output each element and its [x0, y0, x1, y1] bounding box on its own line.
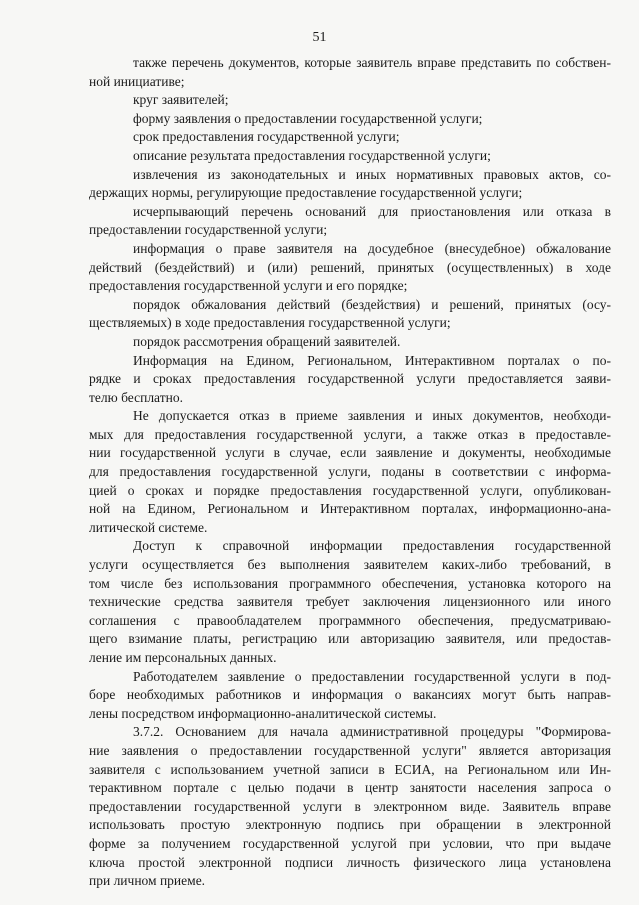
text-line: литической системе.	[89, 519, 208, 535]
text-line: щего взимание платы, регистрацию или авторизацию заявителя, или предостав-	[89, 631, 611, 647]
text-line: исчерпывающий перечень оснований для приостановления или отказа в	[133, 203, 611, 219]
text-line: описание результата предоставления государственной услуги;	[133, 147, 491, 163]
text-line: ключа простой электронной подписи личность физического лица установлена	[89, 854, 611, 870]
text-line: для предоставления государственной услуги, поданы в соответствии с информа-	[89, 464, 611, 480]
text-line: услуги осуществляется без выполнения заявителем каких-либо требований, в	[89, 557, 611, 573]
list-item	[89, 110, 611, 129]
text-line: заявителя с использованием учетной записи в ЕСИА, на Региональном или Ин-	[89, 761, 611, 777]
paragraph	[89, 352, 611, 408]
text-line: том числе без использования программного обеспечения, установка которого на	[89, 575, 611, 591]
text-line: ной на Едином, Региональном и Интерактивном порталах, информационно-ана-	[89, 501, 611, 517]
text-line: ществляемых) в ходе предоставления государственной услуги;	[89, 315, 451, 331]
text-line: предоставлении государственной услуги в электронном виде. Заявитель вправе	[89, 798, 611, 814]
paragraph	[89, 296, 611, 333]
text-line: Не допускается отказ в приеме заявления и иных документов, необходи-	[133, 408, 611, 424]
text-line: технические средства заявителя требует заключения лицензионного или иного	[89, 594, 611, 610]
paragraph	[89, 203, 611, 240]
text-line: соглашения с правообладателем программного обеспечения, предусматриваю-	[89, 612, 611, 628]
text-line: предоставлении государственной услуги;	[89, 222, 328, 238]
text-line: ление им персональных данных.	[89, 650, 277, 665]
text-line: также перечень документов, которые заявитель вправе представить по собствен-	[133, 55, 611, 70]
paragraph	[89, 668, 611, 724]
text-line: ной инициативе;	[89, 73, 185, 89]
page-number: 51	[312, 30, 327, 45]
text-line: Работодателем заявление о предоставлении государственной услуги в под-	[133, 668, 611, 684]
text-line: телю бесплатно.	[89, 389, 183, 405]
text-line: боре необходимых работников и информация о вакансиях могут быть направ-	[89, 687, 611, 703]
text-line: круг заявителей;	[133, 92, 229, 108]
text-line: цией о сроках и порядке предоставления государственной услуги, опубликован-	[89, 482, 611, 498]
text-line: нии государственной услуги в случае, если заявление и документы, необходимые	[89, 445, 611, 461]
text-line: использовать простую электронную подпись при обращении в электронной	[89, 817, 611, 833]
list-item	[89, 91, 611, 110]
text-line: при личном приеме.	[89, 873, 206, 889]
text-line: терактивном портале с целью подачи в центр занятости населения запроса о	[89, 780, 611, 796]
list-item	[89, 147, 611, 166]
text-line: извлечения из законодательных и иных нормативных правовых актов, со-	[133, 166, 611, 182]
text-line: предоставления государственной услуги и его порядке;	[89, 278, 408, 294]
text-line: лены посредством информационно-аналитической системы.	[89, 705, 437, 721]
text-line: порядок обжалования действий (бездействия) и решений, принятых (осу-	[133, 296, 611, 312]
document-body	[89, 54, 611, 891]
paragraph	[89, 407, 611, 537]
text-line: информация о праве заявителя на досудебное (внесудебное) обжалование	[133, 240, 611, 256]
text-line: Доступ к справочной информации предоставления государственной	[133, 538, 611, 554]
text-line: рядке и сроках предоставления государственной услуги предоставляется заяви-	[89, 371, 611, 387]
paragraph	[89, 54, 611, 91]
text-line: ние заявления о предоставлении государственной услуги" является авторизация	[89, 742, 611, 758]
text-line: Информация на Едином, Региональном, Интерактивном порталах о по-	[133, 352, 611, 368]
text-line: 3.7.2. Основанием для начала административной процедуры "Формирова-	[133, 724, 611, 740]
paragraph	[89, 537, 611, 667]
paragraph	[89, 166, 611, 203]
text-line: срок предоставления государственной услуги;	[133, 129, 400, 145]
text-line: порядок рассмотрения обращений заявителей.	[133, 333, 401, 349]
list-item	[89, 128, 611, 147]
text-line: держащих нормы, регулирующие предоставление государственной услуги;	[89, 185, 523, 201]
text-line: мых для предоставления государственной услуги, а также отказ в предоставле-	[89, 426, 611, 442]
paragraph	[89, 240, 611, 296]
text-line: действий (бездействий) и (или) решений, принятых (осуществленных) в ходе	[89, 259, 611, 275]
text-line: форму заявления о предоставлении государственной услуги;	[133, 110, 483, 126]
text-line: форме за получением государственной услугой при условии, что при выдаче	[89, 835, 611, 851]
list-item	[89, 333, 611, 352]
paragraph	[89, 723, 611, 890]
